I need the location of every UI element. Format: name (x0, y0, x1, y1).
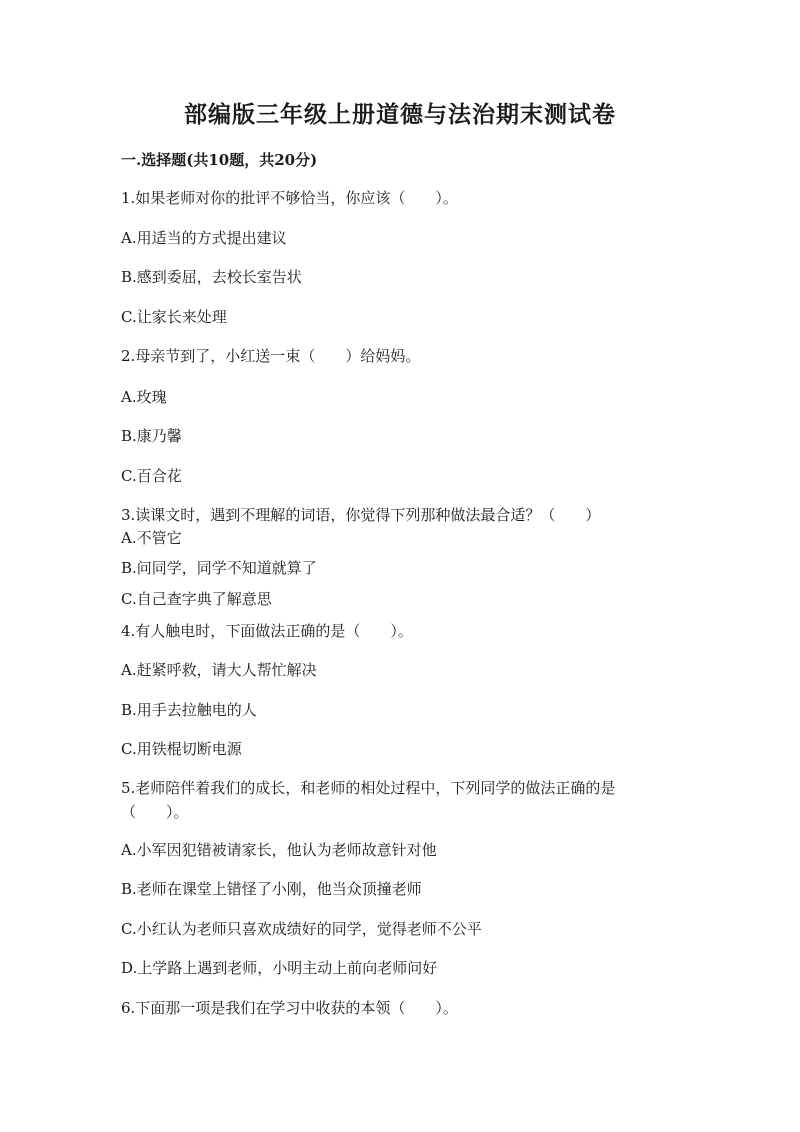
question-stem: 4.有人触电时，下面做法正确的是（ ）。 (121, 622, 413, 640)
question-option: C.用铁棍切断电源 (121, 740, 242, 758)
question-stem: 2.母亲节到了，小红送一束（ ）给妈妈。 (121, 347, 421, 365)
question-stem: 6.下面那一项是我们在学习中收获的本领（ ）。 (121, 999, 458, 1017)
question-option: B.问同学，同学不知道就算了 (121, 559, 317, 577)
section-heading: 一.选择题(共10题，共20分) (121, 151, 318, 169)
question-option: C.百合花 (121, 467, 182, 485)
question-option: B.感到委屈，去校长室告状 (121, 268, 302, 286)
question-option: C.让家长来处理 (121, 308, 227, 326)
question-option: A.玫瑰 (121, 388, 167, 406)
question-option: B.用手去拉触电的人 (121, 701, 257, 719)
question-option: A.小军因犯错被请家长，他认为老师故意针对他 (121, 841, 437, 859)
question-option: A.用适当的方式提出建议 (121, 229, 287, 247)
question-stem: 3.读课文时，遇到不理解的词语，你觉得下列那种做法最合适？（ ） (121, 506, 601, 524)
question-option: A.赶紧呼救，请大人帮忙解决 (121, 661, 317, 679)
question-option: B.康乃馨 (121, 427, 182, 445)
question-stem: 1.如果老师对你的批评不够恰当，你应该（ ）。 (121, 189, 458, 207)
page-title: 部编版三年级上册道德与法治期末测试卷 (184, 101, 616, 128)
question-option: B.老师在课堂上错怪了小刚，他当众顶撞老师 (121, 880, 422, 898)
question-option: A.不管它 (121, 529, 182, 547)
question-option: D.上学路上遇到老师，小明主动上前向老师问好 (121, 959, 438, 977)
question-option: C.自己查字典了解意思 (121, 590, 272, 608)
question-option: C.小红认为老师只喜欢成绩好的同学，觉得老师不公平 (121, 920, 482, 938)
question-stem: 5.老师陪伴着我们的成长，和老师的相处过程中，下列同学的做法正确的是（ ）。 (121, 779, 616, 821)
